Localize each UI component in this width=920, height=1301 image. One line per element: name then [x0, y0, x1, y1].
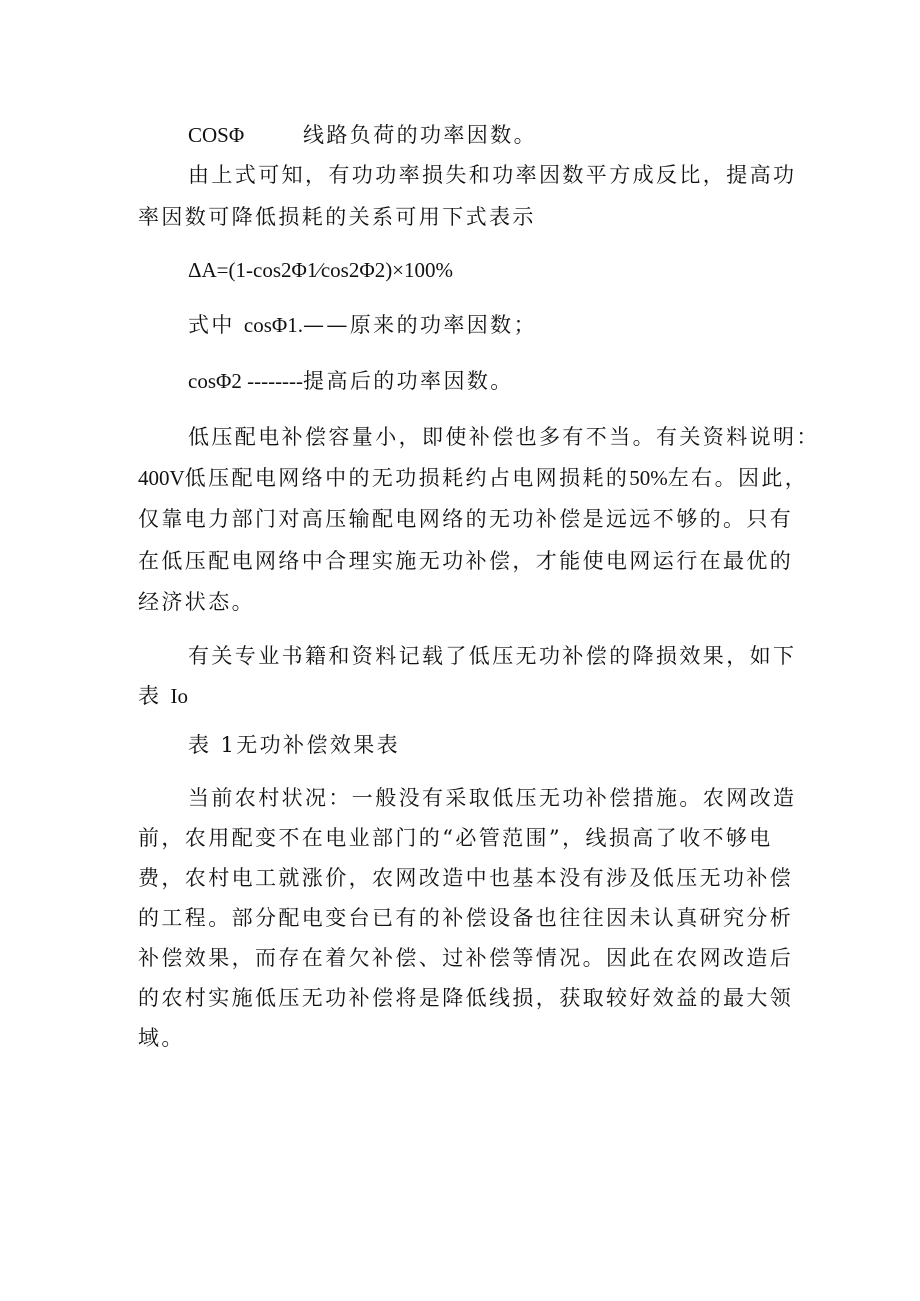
- cos-phi1-prefix: 式中: [188, 313, 235, 337]
- table-caption: [188, 732, 400, 758]
- paragraph-2-line-5: 经济状态。: [138, 590, 255, 614]
- paragraph-2-line-2: [138, 465, 808, 491]
- cos-phi2-description: 提高后的功率因数。: [303, 369, 514, 393]
- cos-phi1-definition: [188, 312, 537, 338]
- cos-phi-definition: [188, 122, 537, 148]
- cos-phi-description: 线路负荷的功率因数。: [303, 123, 537, 147]
- cos-phi-term: COSΦ: [188, 123, 245, 147]
- paragraph-1-line-1: 由上式可知，有功功率损失和功率因数平方成反比，提高功: [188, 163, 797, 187]
- table-caption-label: 表 1: [188, 733, 237, 757]
- paragraph-4-line-1: 当前农村状况：一般没有采取低压无功补偿措施。农网改造: [188, 786, 797, 810]
- table-caption-title: 无功补偿效果表: [236, 733, 401, 757]
- loss-reduction-formula: ΔA=(1-cos2Φ1∕cos2Φ2)×100%: [188, 258, 454, 282]
- paragraph-3-line-2: [138, 683, 188, 709]
- paragraph-4-line-6: 的农村实施低压无功补偿将是降低线损，获取较好效益的最大领: [138, 986, 794, 1010]
- loss-percentage: 50%: [629, 466, 668, 490]
- paragraph-1-line-2: 率因数可降低损耗的关系可用下式表示: [138, 205, 536, 229]
- voltage-value: 400V: [138, 466, 185, 490]
- paragraph-4-line-2: 前，农用配变不在电业部门的“必管范围”，线损高了收不够电: [138, 826, 773, 850]
- paragraph-4-line-4: 的工程。部分配电变台已有的补偿设备也往往因未认真研究分析: [138, 906, 794, 930]
- paragraph-2-line-3: 仅靠电力部门对高压输配电网络的无功补偿是远远不够的。只有: [138, 507, 794, 531]
- paragraph-3-line-1: 有关专业书籍和资料记载了低压无功补偿的降损效果，如下: [188, 644, 797, 668]
- cos-phi1-description: ——原来的功率因数；: [302, 313, 537, 337]
- paragraph-4-line-7: 域。: [138, 1026, 185, 1050]
- cos-phi1-term: cosΦ1.: [243, 313, 303, 337]
- table-reference-prefix: 表: [138, 684, 162, 708]
- paragraph-2-line-2-tail: 左右。因此，: [667, 466, 809, 490]
- paragraph-4-line-5: 补偿效果，而存在着欠补偿、过补偿等情况。因此在农网改造后: [138, 946, 794, 970]
- cos-phi2-definition: [188, 368, 514, 394]
- paragraph-2-line-1: 低压配电补偿容量小，即使补偿也多有不当。有关资料说明：: [188, 425, 820, 449]
- cos-phi2-term: cosΦ2 --------: [188, 369, 304, 393]
- paragraph-2-line-4: 在低压配电网络中合理实施无功补偿，才能使电网运行在最优的: [138, 549, 794, 573]
- paragraph-2-line-2-text: 低压配电网络中的无功损耗约占电网损耗的: [184, 466, 630, 490]
- paragraph-4-line-3: 费，农村电工就涨价，农网改造中也基本没有涉及低压无功补偿: [138, 866, 794, 890]
- table-reference-suffix: Io: [170, 684, 188, 708]
